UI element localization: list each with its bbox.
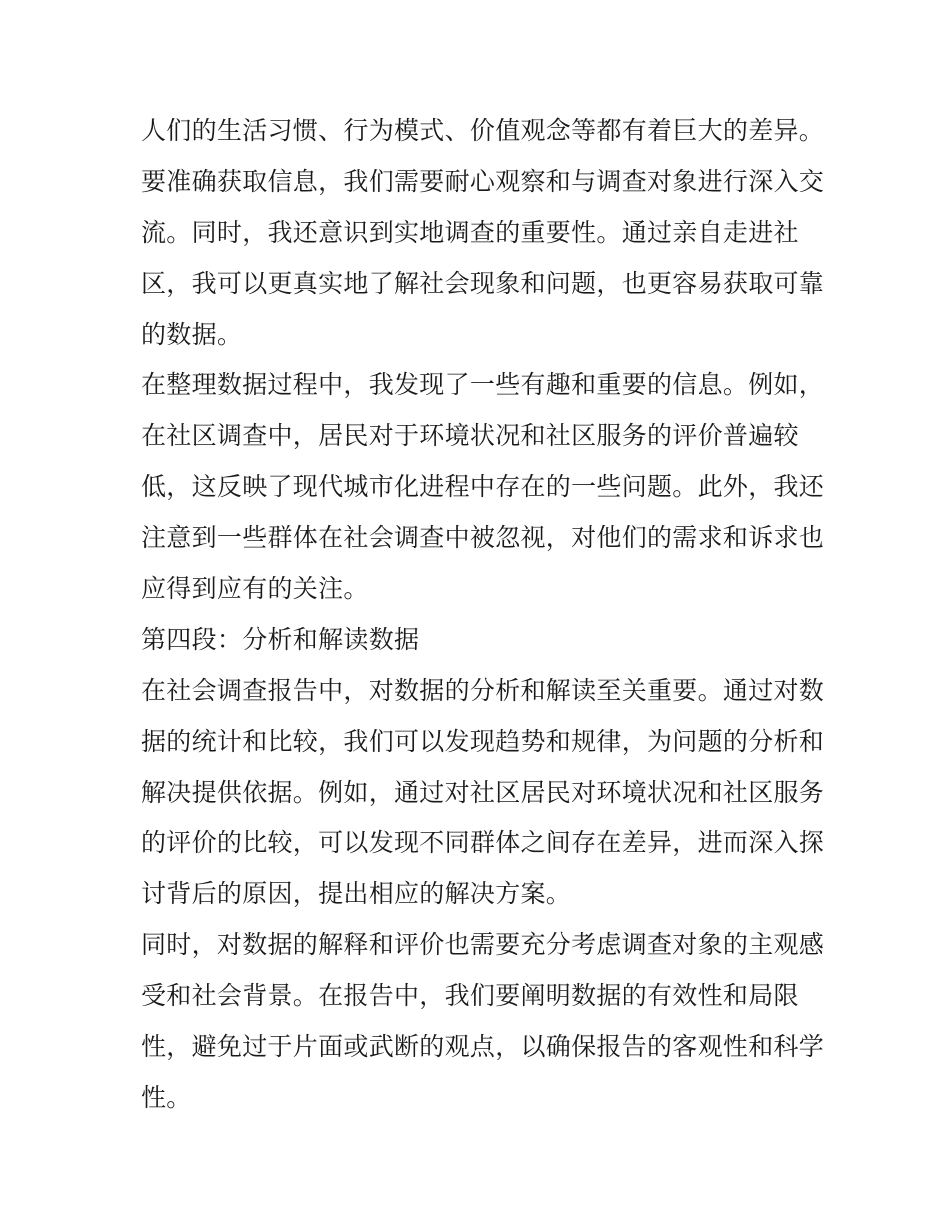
- text-line: 的评价的比较，可以发现不同群体之间存在差异，进而深入探: [141, 828, 825, 858]
- text-line: 应得到应有的关注。: [141, 574, 369, 604]
- text-line: 区，我可以更真实地了解社会现象和问题，也更容易获取可靠: [141, 268, 825, 298]
- text-line: 性。: [141, 1082, 192, 1112]
- text-line: 同时，对数据的解释和评价也需要充分考虑调查对象的主观感: [141, 930, 825, 960]
- text-line: 在社会调查报告中，对数据的分析和解读至关重要。通过对数: [141, 675, 825, 705]
- text-line: 低，这反映了现代城市化进程中存在的一些问题。此外，我还: [141, 472, 825, 502]
- text-line: 注意到一些群体在社会调查中被忽视，对他们的需求和诉求也: [141, 523, 825, 553]
- text-line: 讨背后的原因，提出相应的解决方案。: [141, 879, 572, 909]
- text-line: 据的统计和比较，我们可以发现趋势和规律，为问题的分析和: [141, 726, 825, 756]
- text-line: 性，避免过于片面或武断的观点，以确保报告的客观性和科学: [141, 1032, 825, 1062]
- text-line: 的数据。: [141, 319, 243, 349]
- section-heading: 第四段：分析和解读数据: [141, 624, 420, 654]
- text-line: 受和社会背景。在报告中，我们要阐明数据的有效性和局限: [141, 981, 799, 1011]
- text-line: 人们的生活习惯、行为模式、价值观念等都有着巨大的差异。: [141, 116, 825, 145]
- text-line: 流。同时，我还意识到实地调查的重要性。通过亲自走进社: [141, 217, 799, 247]
- text-line: 在整理数据过程中，我发现了一些有趣和重要的信息。例如，: [141, 370, 825, 400]
- text-line: 在社区调查中，居民对于环境状况和社区服务的评价普遍较: [141, 421, 799, 451]
- text-line: 要准确获取信息，我们需要耐心观察和与调查对象进行深入交: [141, 166, 825, 196]
- text-line: 解决提供依据。例如，通过对社区居民对环境状况和社区服务: [141, 777, 825, 807]
- document-body: [141, 106, 825, 1124]
